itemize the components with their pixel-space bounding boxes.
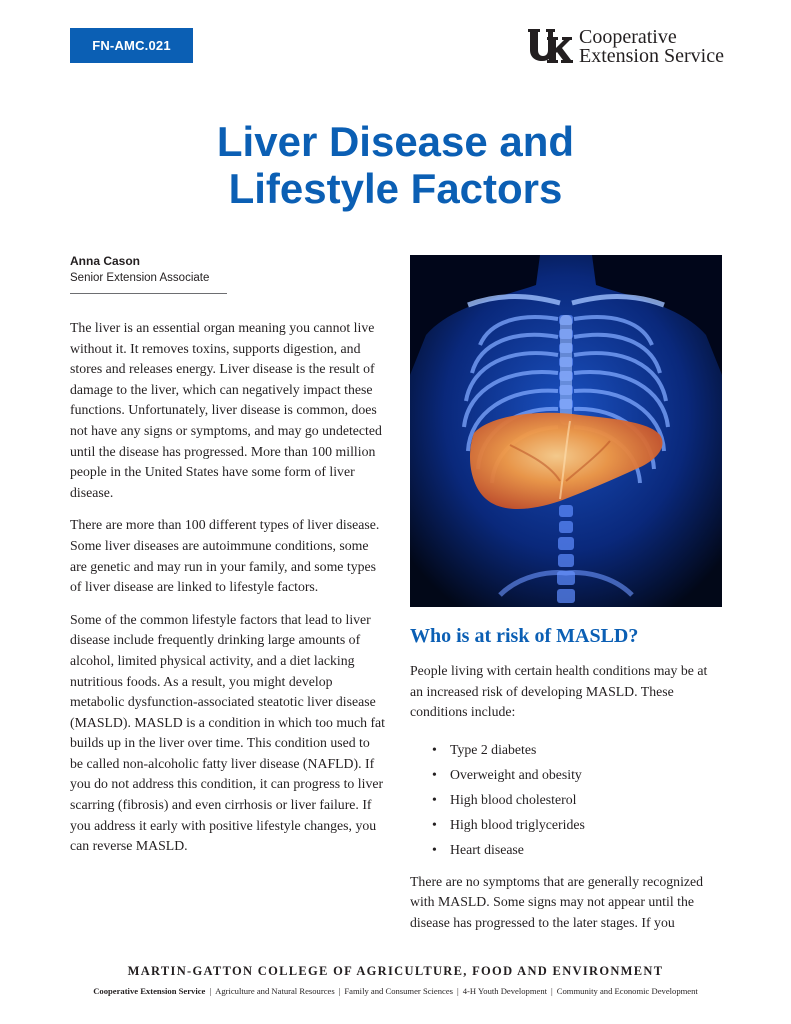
- list-item: • High blood triglycerides: [432, 816, 585, 832]
- page-title: [0, 118, 791, 212]
- title-line-1: Liver Disease and: [216, 118, 575, 165]
- risk-heading: Who is at risk of MASLD?: [410, 625, 639, 647]
- author-role: Senior Extension Associate: [70, 272, 227, 294]
- risk-intro: People living with certain health conditions may be at an increased risk of developing MASLD. These conditions include:: [410, 663, 708, 720]
- intro-column: [70, 318, 385, 869]
- uk-logo-icon: [527, 27, 573, 67]
- footer-units: Cooperative Extension Service | Agriculture and Natural Resources | Family and Consumer Sciences | 4-H Youth Development | Community and Economic Development: [93, 986, 698, 996]
- footer-unit[interactable]: Agriculture and Natural Resources: [215, 986, 335, 996]
- footer-unit[interactable]: Community and Economic Development: [556, 986, 698, 996]
- brand-line-2: Extension Service: [579, 45, 724, 67]
- risk-section: [410, 625, 722, 934]
- title-line-2: Lifestyle Factors: [228, 165, 563, 212]
- footer-college: MARTIN-GATTON COLLEGE OF AGRICULTURE, FOOD AND ENVIRONMENT: [127, 964, 664, 978]
- author-name: Anna Cason: [70, 254, 141, 268]
- intro-paragraph-3: Some of the common lifestyle factors that lead to liver disease include frequently drinking large amounts of alcohol, limited physical activity, and a diet lacking nutritious foods. As a result, you might develop metabolic dysfunction-associated steatotic liver disease (MASLD). MASLD is a condition in which too much fat builds up in the liver over time. This condition used to be called non-alcoholic fatty liver disease (NAFLD). If you do not address this condition, it can progress to liver scarring (fibrosis) and even cirrhosis or liver failure. If you address it early with positive lifestyle changes, you can reverse MASLD.: [70, 611, 385, 854]
- list-item: • High blood cholesterol: [432, 791, 577, 807]
- brand-line-1: Cooperative: [579, 26, 677, 48]
- publication-code-badge: FN-AMC.021: [70, 28, 193, 63]
- footer-unit[interactable]: Family and Consumer Sciences: [344, 986, 454, 996]
- liver-anatomy-image: [410, 255, 722, 607]
- risk-closing: There are no symptoms that are generally recognized with MASLD. Some signs may not appear until the disease has progressed to the later stages. If you: [410, 873, 704, 930]
- intro-paragraph-1: The liver is an essential organ meaning you cannot live without it. It removes toxins, supports digestion, and stores and releases energy. Liver disease is the result of damage to the liver, which can negatively impact these functions. Unfortunately, liver disease is common, does not have any signs or symptoms, and may go undetected until the disease has progressed. More than 100 million people in the United States have some form of liver disease.: [70, 320, 382, 500]
- list-item: • Overweight and obesity: [432, 766, 582, 782]
- conditions-list: [432, 737, 722, 862]
- author-block: [70, 254, 230, 294]
- footer-unit[interactable]: Cooperative Extension Service: [93, 986, 206, 996]
- footer-unit[interactable]: 4-H Youth Development: [462, 986, 548, 996]
- list-item: • Type 2 diabetes: [432, 741, 537, 757]
- intro-paragraph-2: There are more than 100 different types of liver disease. Some liver diseases are autoimmune conditions, some are genetic and may run in your family, and some types of liver disease are linked to lifestyle factors.: [70, 517, 380, 595]
- extension-brand[interactable]: [527, 26, 749, 68]
- list-item: • Heart disease: [432, 841, 524, 857]
